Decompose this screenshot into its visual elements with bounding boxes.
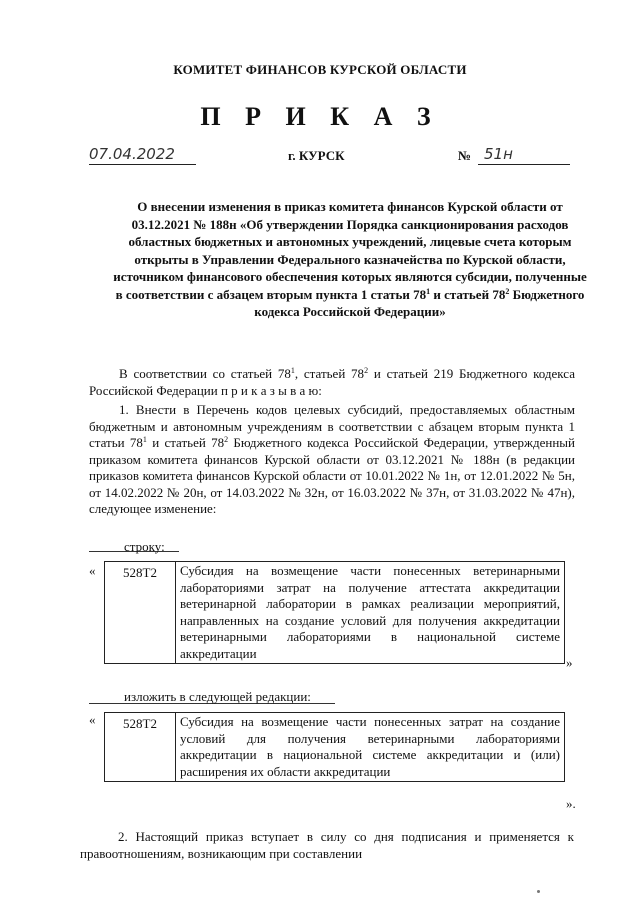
subsidy-description: Субсидия на возмещение части понесенных затрат на создание условий для получения ветеринарными лабораториями аккредитации в национальной системе аккредитации и (или) расширения их области аккредитации [176, 713, 565, 782]
table-row [105, 562, 565, 664]
subsidy-code: 528Т2 [105, 562, 176, 664]
item-1-paragraph: 1. Внести в Перечень кодов целевых субсидий, предоставляемых областным бюджетным и автономным учреждениям в соответствии с абзацем вторым пункта 1 статьи $78^1$ и статьей $78^2$ Бюджетного кодекса Российской Федерации, утвержденный приказом комитета финансов Курской области от 03.12.2021 № 188н (в редакции приказов комитета финансов Курской области от 10.01.2022 № 1н, от 12.01.2022 № 5н, от 14.02.2022 № 20н, от 14.03.2022 № 32н, от 16.03.2022 № 37н, от 31.03.2022 № 47н), следующее изменение: [89, 402, 575, 516]
handwritten-number: 51н [484, 145, 513, 163]
old-row-label: строку: [124, 539, 165, 554]
new-row-table [104, 712, 565, 782]
document-type-title: П Р И К А З [200, 102, 440, 131]
subsidy-description: Субсидия на возмещение части понесенных ветеринарными лабораториями затрат на получение аттестата аккредитации ветеринарной лаборатории в рамках реализации мероприятий, направленных на создание условий для получения аккредитации ветеринарными лабораториями в национальной системе аккредитации [176, 562, 565, 664]
item-2-paragraph: 2. Настоящий приказ вступает в силу со дня подписания и применяется к правоотношениям, возникающим при составлении [80, 829, 574, 861]
table-row [105, 713, 565, 782]
date-field [89, 145, 196, 165]
number-field [478, 145, 570, 165]
city-label: г. КУРСК [288, 148, 345, 163]
close-quote: » [566, 655, 573, 670]
intro-paragraph: В соответствии со статьей $78^1$, статьей $78^2$ и статьей 219 Бюджетного кодекса Российской Федерации п р и к а з ы в а ю: [89, 366, 575, 398]
handwritten-date: 07.04.2022 [89, 145, 175, 163]
open-quote: « [89, 563, 96, 578]
old-row-table [104, 561, 565, 664]
number-label: № [458, 148, 472, 163]
scan-speck [537, 890, 540, 893]
open-quote: « [89, 712, 96, 727]
subsidy-code: 528Т2 [105, 713, 176, 782]
organization-name: КОМИТЕТ ФИНАНСОВ КУРСКОЙ ОБЛАСТИ [173, 62, 467, 77]
new-row-label: изложить в следующей редакции: [124, 689, 311, 704]
close-quote: ». [566, 796, 576, 811]
order-subject: О внесении изменения в приказ комитета финансов Курской области от 03.12.2021 № 188н «Об утверждении Порядка санкционирования расходов областных бюджетных и автономных учреждений, лицевые счета которым открыты в Управлении Федерального казначейства по Курской области, источником финансового обеспечения которых являются субсидии, полученные в соответствии с абзацем вторым пункта 1 статьи $78^1$ и статьей $78^2$ Бюджетного кодекса Российской Федерации» [113, 199, 587, 319]
